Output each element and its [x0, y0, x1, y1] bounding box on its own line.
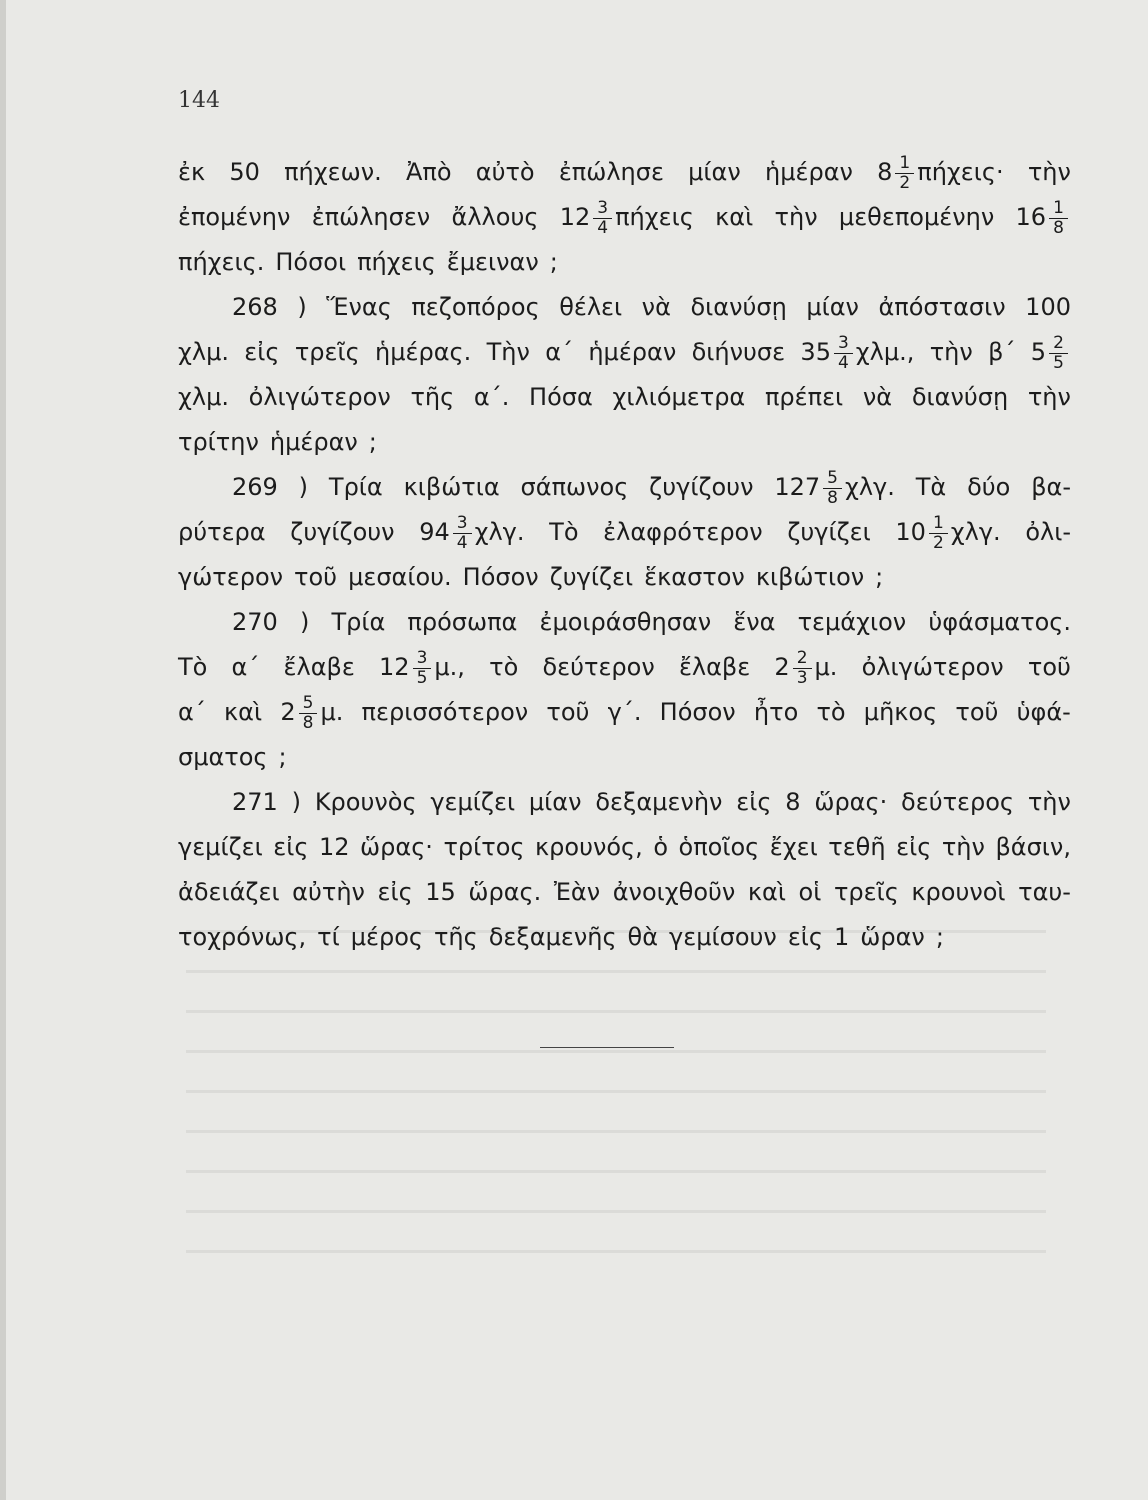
word: εἰς: [736, 788, 772, 816]
word: 35 $\frac{3}{4}$ χλμ.,: [800, 332, 915, 373]
word: τῆς: [410, 383, 455, 411]
fraction-denominator: 5: [416, 667, 428, 688]
word: Πόσον: [462, 563, 539, 591]
word: ἕνα: [733, 608, 776, 636]
fraction-numerator: 5: [299, 694, 318, 714]
word: 2 $\frac{5}{8}$ μ.: [280, 692, 344, 733]
text-line: [178, 645, 1071, 690]
fraction: [593, 199, 612, 238]
word: 100: [1025, 293, 1071, 321]
word: βα-: [1031, 473, 1071, 501]
word: 12 $\frac{3}{4}$ πήχεις: [559, 197, 694, 238]
word: τὴν: [1027, 788, 1071, 816]
word: τρεῖς: [833, 878, 899, 906]
word: ἀδειάζει: [178, 878, 280, 906]
scan-edge: [0, 0, 6, 1500]
word: τὴν: [1027, 158, 1071, 186]
fraction-denominator: 8: [1053, 217, 1064, 238]
word: ἡμέραν: [269, 428, 358, 456]
word: ὥρας·: [360, 833, 433, 861]
word: Ἀπὸ: [405, 158, 452, 186]
word: ἐπώλησε: [558, 158, 664, 186]
word: ὀλιγώτερον: [861, 653, 1004, 681]
text-line: [178, 150, 1071, 195]
fraction: [1049, 334, 1068, 373]
word: ὥραν: [860, 923, 925, 951]
word: τεμάχιον: [797, 608, 907, 636]
word: αὐτὴν: [292, 878, 365, 906]
fraction-denominator: 5: [1053, 352, 1064, 373]
text-line: [178, 375, 1071, 420]
fraction-numerator: 2: [1049, 334, 1068, 354]
fraction: [1049, 199, 1068, 238]
word: δεύτερος: [901, 788, 1014, 816]
word: α΄: [545, 338, 574, 366]
text-line: [178, 600, 1071, 645]
word: ἡμέρας.: [375, 338, 472, 366]
fraction: [299, 694, 318, 733]
text-line: [178, 690, 1071, 735]
fraction-numerator: 2: [793, 649, 812, 669]
word: καὶ: [715, 203, 754, 231]
word: οἱ: [798, 878, 822, 906]
word: ρύτερα: [178, 518, 266, 546]
word: τοῦ: [955, 698, 999, 726]
word: πήχεις: [357, 248, 436, 276]
text-line: [178, 195, 1071, 240]
fraction: [413, 649, 432, 688]
word: ἔλαβε: [678, 653, 751, 681]
word: ζυγίζει: [787, 518, 871, 546]
text-line: [178, 555, 1071, 600]
fraction-numerator: 1: [895, 154, 914, 174]
word: κρουνοὶ: [911, 878, 1006, 906]
word: 12 $\frac{3}{5}$ μ.,: [379, 647, 465, 688]
word: εἰς: [377, 878, 413, 906]
word: ἐκ: [178, 158, 206, 186]
word: τὴν: [941, 833, 985, 861]
word: καὶ: [747, 878, 786, 906]
word: μεθεπομένην: [838, 203, 995, 231]
fraction-denominator: 4: [597, 217, 609, 238]
word: μίαν: [806, 293, 859, 321]
text-line: [178, 420, 1071, 465]
word: 94 $\frac{3}{4}$ χλγ.: [419, 512, 525, 553]
word: τὸ: [489, 653, 519, 681]
word: ταυ-: [1018, 878, 1071, 906]
word: ὀλι-: [1025, 518, 1071, 546]
word: 8 $\frac{1}{2}$ πήχεις·: [877, 152, 1004, 193]
word: 12: [318, 833, 350, 861]
word: πήχεις.: [178, 248, 265, 276]
fraction-numerator: 1: [1049, 199, 1068, 219]
word: ζυγίζουν: [649, 473, 754, 501]
word: τρίτος: [443, 833, 525, 861]
word: ): [299, 608, 310, 636]
fraction: [929, 514, 948, 553]
word: ἄλλους: [451, 203, 539, 231]
fraction-denominator: 2: [932, 532, 944, 553]
word: ὁποῖος: [678, 833, 760, 861]
word: μεσαίου.: [348, 563, 452, 591]
word: ζυγίζουν: [290, 518, 395, 546]
fraction: [895, 154, 914, 193]
word: Πόσα: [529, 383, 593, 411]
word: Τὴν: [486, 338, 530, 366]
word: μίαν: [528, 788, 582, 816]
fraction-denominator: 4: [837, 352, 849, 373]
word: γ΄.: [607, 698, 642, 726]
text-line: [178, 735, 1071, 780]
word: Τρία: [328, 473, 383, 501]
page-number: 144: [178, 88, 220, 113]
word: ): [297, 293, 307, 321]
word: ἔλαβε: [283, 653, 355, 681]
word: τί: [317, 923, 340, 951]
word: τὴν: [1027, 383, 1071, 411]
word: μῆκος: [863, 698, 938, 726]
word: Τρία: [331, 608, 386, 636]
word: Ἐὰν: [553, 878, 601, 906]
text-line: [178, 510, 1071, 555]
word: αὐτὸ: [475, 158, 535, 186]
word: ἡμέραν: [588, 338, 677, 366]
word: πρέπει: [764, 383, 844, 411]
word: Τὸ: [178, 653, 208, 681]
word: κρουνός,: [535, 833, 643, 861]
word: δύο: [967, 473, 1011, 501]
word: ἐπομένην: [178, 203, 291, 231]
text-line: [178, 825, 1071, 870]
word: ζυγίζει: [549, 563, 634, 591]
word: χλμ.: [178, 383, 229, 411]
text-line: [178, 240, 1071, 285]
word: θὰ: [627, 923, 659, 951]
word: δεξαμενὴν: [595, 788, 723, 816]
word: τοῦ: [1027, 653, 1071, 681]
word: Ἕνας: [326, 293, 392, 321]
word: ὁ: [653, 833, 668, 861]
word: ὑφάσματος.: [928, 608, 1071, 636]
word: 1: [834, 923, 850, 951]
word: Πόσον: [659, 698, 736, 726]
word: γεμίζει: [430, 788, 516, 816]
text-line: [178, 465, 1071, 510]
word: σματος: [178, 743, 268, 771]
text-line: [178, 285, 1071, 330]
word: ;: [278, 743, 287, 771]
word: μίαν: [688, 158, 741, 186]
word: διανύσῃ: [690, 293, 787, 321]
word: τοχρόνως,: [178, 923, 307, 951]
word: μέρος: [350, 923, 423, 951]
word: δεξαμενῆς: [488, 923, 617, 951]
word: τὴν: [774, 203, 818, 231]
word: 271: [232, 788, 278, 816]
word: 270: [232, 608, 278, 636]
word: 269: [232, 473, 278, 501]
bleed-through-text: [186, 930, 1046, 1260]
word: 16 $\frac{1}{8}$: [1016, 195, 1071, 240]
word: ;: [368, 428, 377, 456]
word: σάπωνος: [520, 473, 629, 501]
fraction-denominator: 2: [899, 172, 911, 193]
word: γεμίζει: [178, 833, 263, 861]
word: πρόσωπα: [407, 608, 518, 636]
word: ἐπώλησεν: [311, 203, 431, 231]
word: ἀνοιχθοῦν: [612, 878, 736, 906]
word: διήνυσε: [691, 338, 786, 366]
word: δεύτερον: [542, 653, 655, 681]
word: Τὸ: [549, 518, 579, 546]
fraction: [793, 649, 812, 688]
word: ὀλιγώτερον: [248, 383, 391, 411]
fraction-numerator: 3: [834, 334, 853, 354]
section-divider: [540, 1047, 674, 1048]
word: 127 $\frac{5}{8}$ χλγ.: [774, 467, 895, 508]
word: τρίτην: [178, 428, 259, 456]
word: καὶ: [224, 698, 263, 726]
word: ): [298, 473, 309, 501]
word: 2 $\frac{2}{3}$ μ.: [774, 647, 838, 688]
word: ἐλαφρότερον: [603, 518, 763, 546]
word: τῆς: [433, 923, 478, 951]
word: τὴν: [929, 338, 973, 366]
text-line: [178, 780, 1071, 825]
word: Κρουνὸς: [314, 788, 417, 816]
body-text: [178, 150, 1071, 960]
word: ἕκαστον: [644, 563, 745, 591]
word: 15: [425, 878, 456, 906]
word: διανύσῃ: [911, 383, 1009, 411]
word: πήχεων.: [284, 158, 382, 186]
word: ἦτο: [753, 698, 799, 726]
word: ἔχει: [769, 833, 818, 861]
word: περισσότερον: [361, 698, 529, 726]
word: ;: [875, 563, 884, 591]
word: Τὰ: [915, 473, 947, 501]
word: εἰς: [244, 338, 280, 366]
word: πεζοπόρος: [411, 293, 540, 321]
fraction-denominator: 8: [302, 712, 314, 733]
word: α΄: [178, 698, 206, 726]
word: Πόσοι: [275, 248, 347, 276]
word: χιλιόμετρα: [612, 383, 746, 411]
word: τρεῖς: [294, 338, 360, 366]
word: α΄.: [473, 383, 510, 411]
word: ;: [935, 923, 944, 951]
word: τεθῆ: [828, 833, 886, 861]
word: γεμίσουν: [669, 923, 777, 951]
text-line: [178, 870, 1071, 915]
word: ὥρας.: [468, 878, 542, 906]
word: τοῦ: [294, 563, 338, 591]
word: τοῦ: [546, 698, 590, 726]
fraction: [823, 469, 842, 508]
word: ἐμοιράσθησαν: [539, 608, 712, 636]
fraction-denominator: 3: [796, 667, 808, 688]
fraction-denominator: 8: [827, 487, 838, 508]
fraction-numerator: 3: [593, 199, 612, 219]
word: εἰς: [273, 833, 309, 861]
word: 268: [232, 293, 278, 321]
word: α΄: [231, 653, 260, 681]
word: νὰ: [641, 293, 671, 321]
word: εἰς: [787, 923, 823, 951]
word: 5 $\frac{2}{5}$: [1031, 330, 1071, 375]
word: 10 $\frac{1}{2}$ χλγ.: [895, 512, 1001, 553]
fraction-denominator: 4: [456, 532, 468, 553]
word: ἀπόστασιν: [878, 293, 1006, 321]
word: βάσιν,: [995, 833, 1071, 861]
word: ὑφά-: [1016, 698, 1071, 726]
word: θέλει: [559, 293, 623, 321]
word: β΄: [988, 338, 1016, 366]
fraction: [834, 334, 853, 373]
fraction: [453, 514, 472, 553]
text-line: [178, 330, 1071, 375]
word: ἡμέραν: [765, 158, 853, 186]
word: κιβώτιον: [755, 563, 865, 591]
word: νὰ: [862, 383, 893, 411]
fraction-numerator: 3: [413, 649, 432, 669]
word: ἔμειναν: [446, 248, 539, 276]
word: ὥρας·: [814, 788, 888, 816]
word: ): [291, 788, 301, 816]
word: γώτερον: [178, 563, 284, 591]
word: 8: [785, 788, 801, 816]
word: εἰς: [896, 833, 932, 861]
word: τὸ: [816, 698, 846, 726]
word: ;: [549, 248, 558, 276]
fraction-numerator: 3: [453, 514, 472, 534]
fraction-numerator: 1: [929, 514, 948, 534]
word: κιβώτια: [403, 473, 500, 501]
fraction-numerator: 5: [823, 469, 842, 489]
word: χλμ.: [178, 338, 229, 366]
word: 50: [229, 158, 260, 186]
